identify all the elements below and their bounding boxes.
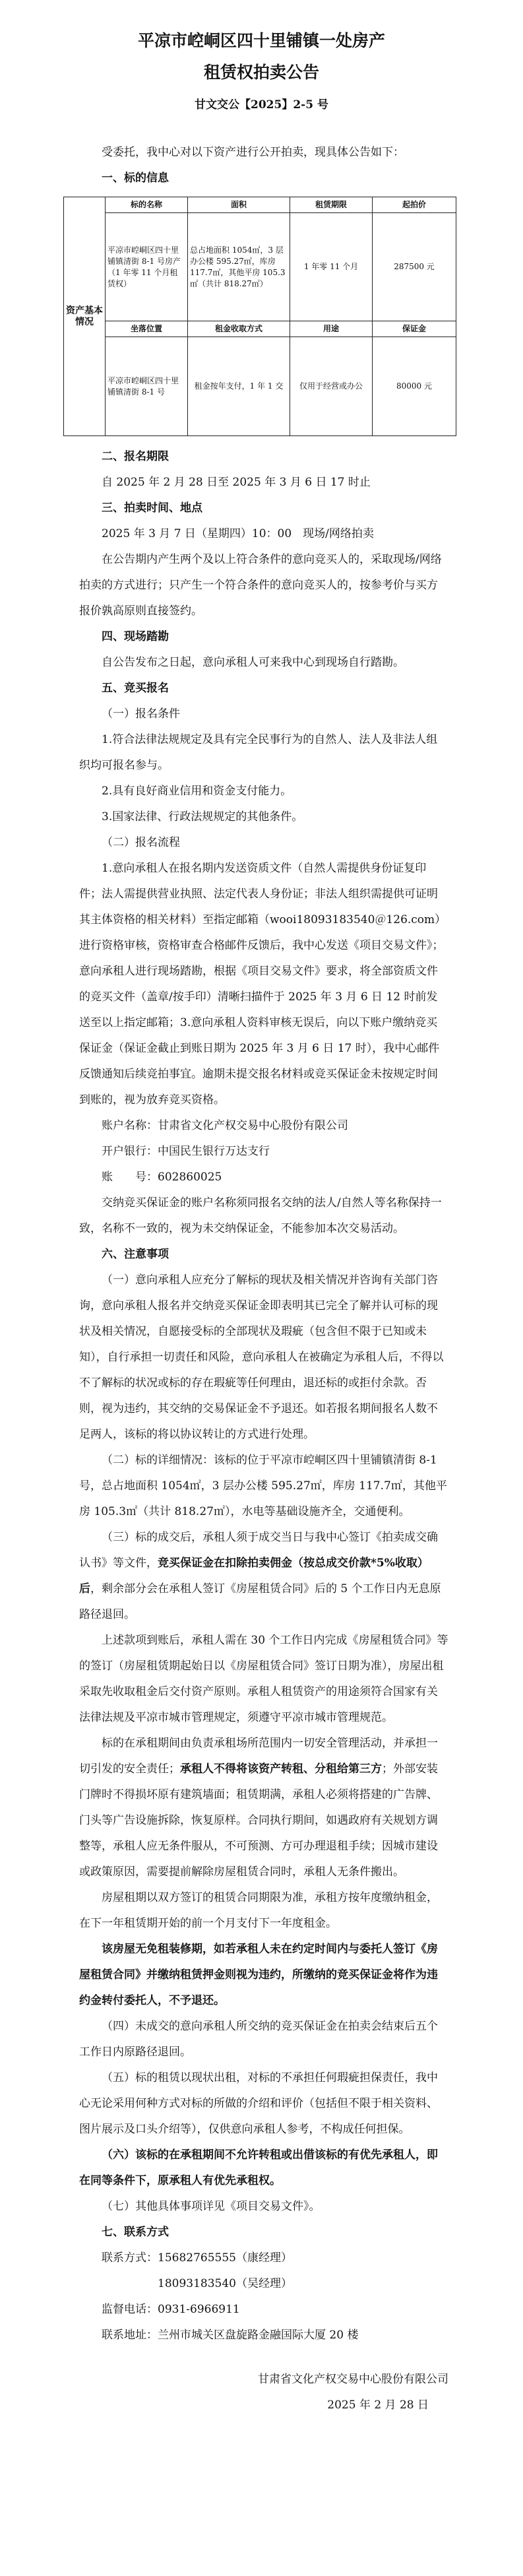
signature-date: 2025 年 2 月 28 日 <box>327 2399 429 2412</box>
title-line-2: 租赁权拍卖公告 <box>203 63 319 82</box>
notice-3-bold: 竞买保证金在扣除拍卖佣金（按总成交价款*5%收取）后 <box>79 1557 429 1595</box>
section-6-heading: 六、注意事项 <box>102 1248 169 1261</box>
notice-3-text: （三）标的成交后，承租人须于成交当日与我中心签订《拍卖成交确认书》等文件， <box>79 1531 438 1570</box>
asset-info-table <box>63 197 456 436</box>
account-name-line <box>79 1113 448 1139</box>
deposit-note: 交纳竞买保证金的账户名称须同报名交纳的法人/自然人等名称保持一致，名称不一致的，视为未交纳保证金，不能参加本次交易活动。 <box>79 1196 442 1235</box>
table-head-cell: 起拍价 <box>373 197 456 213</box>
notice-6: 房屋租期以双方签订的租赁合同期限为准，承租方按年度缴纳租金，在下一年租赁期开始的前一个月支付下一年度租金。 <box>79 1891 438 1930</box>
notice-9: （五）标的租赁以现状出租，对标的不承担任何瑕疵担保责任，我中心无论采用何种方式对标的所做的介绍和评价（包括但不限于相关资料、图片展示及口头介绍等），仅供意向承租人参考，不构成任何担保。 <box>79 2071 438 2136</box>
section-4-heading: 四、现场踏勘 <box>102 630 169 643</box>
condition-1: 1.符合法律法规规定及具有完全民事行为的自然人、法人及非法人组织均可报名参与。 <box>79 733 438 772</box>
table-head-cell: 租赁期限 <box>290 197 373 213</box>
table-cell: 平凉市崆峒区四十里铺镇清街 8-1 号房产（1 年零 11 个月租赁权） <box>106 213 188 321</box>
notice-10: （六）该标的在承租期间不允许转租或出借该标的有优先承租人，即在同等条件下，原承租人有优先承租权。 <box>79 2148 438 2187</box>
table-cell: 287500 元 <box>373 213 456 321</box>
address-line <box>79 2323 448 2348</box>
table-cell: 租金按年支付，1 年 1 交 <box>188 337 290 436</box>
notice-5-tail: ；外部安装门牌时不得损坏原有建筑墙面；租赁期满，承租人必须将搭建的广告牌、门头等广告设施拆除，恢复原样。合同执行期间，如遇政府有关规划方调整等，承租人应无条件服从，不可预测、方可办理退租手续；因城市建设或政策原因，需要提前解除房屋租赁合同时，承租人无条件搬出。 <box>79 1762 438 1879</box>
bank-name: 中国民生银行万达支行 <box>158 1145 270 1158</box>
contact-label: 联系方式： <box>102 2251 158 2265</box>
section-5-heading: 五、竞买报名 <box>102 682 169 695</box>
supervision-line <box>79 2297 448 2323</box>
condition-2: 2.具有良好商业信用和资金支付能力。 <box>102 785 292 798</box>
account-number: 602860025 <box>158 1171 222 1184</box>
notice-7: 该房屋无免租装修期，如若承租人未在约定时间内与委托人签订《房屋租赁合同》并缴纳租赁押金则视为违约，所缴纳的竞买保证金将作为违约金转付委托人，不予退还。 <box>79 1943 438 2007</box>
section-2-heading: 二、报名期限 <box>102 450 169 463</box>
table-head-cell: 保证金 <box>373 321 456 337</box>
supervision-phone: 0931-6966911 <box>158 2303 240 2316</box>
announcement-body <box>66 140 448 2418</box>
notice-5-bold: 承租人不得将该资产转租、分租给第三方 <box>180 1762 382 1776</box>
table-cell: 平凉市崆峒区四十里铺镇清街 8-1 号 <box>106 337 188 436</box>
notice-1: （一）意向承租人应充分了解标的现状及相关情况并咨询有关部门咨询，意向承租人报名并交纳竞买保证金即表明其已完全了解并认可标的现状及相关情况，自愿接受标的全部现状及瑕疵（包含但不限于已知或未知），自行承担一切责任和风险，意向承租人在被确定为承租人后，不得以不了解标的状况或标的存在瑕疵等任何理由，退还标的或拒付余款。否则，视为违约，其交纳的交易保证金不予退还。如若报名期间报名人数不足两人，该标的将以协议转让的方式进行处理。 <box>79 1273 444 1441</box>
notice-2: （二）标的详细情况：该标的位于平凉市崆峒区四十里铺镇清街 8-1 号，总占地面积 1054㎡，3 层办公楼 595.27㎡，库房 117.7㎡，其他平房 105.3㎡（共计 818.27㎡），水电等基础设施齐全，交通便利。 <box>79 1454 447 1518</box>
document-number: 甘文交公【2025】2-5 号 <box>195 98 328 112</box>
notice-3 <box>79 1525 448 1628</box>
notice-8: （四）未成交的意向承租人所交纳的竞买保证金在拍卖会结束后五个工作日内原路径退回。 <box>79 2020 438 2059</box>
condition-3: 3.国家法律、行政法规规定的其他条件。 <box>102 810 303 823</box>
account-number-line <box>79 1165 448 1190</box>
notice-3-tail: ，剩余部分会在承租人签订《房屋租赁合同》后的 5 个工作日内无息原路径退回。 <box>79 1582 441 1621</box>
intro-paragraph: 受委托，我中心对以下资产进行公开拍卖，现具体公告如下： <box>102 146 404 159</box>
contact-line <box>79 2245 448 2271</box>
table-head-cell: 坐落位置 <box>106 321 188 337</box>
address-label: 联系地址： <box>102 2329 158 2342</box>
address: 兰州市城关区盘旋路金融国际大厦 20 楼 <box>158 2329 359 2342</box>
notice-4: 上述款项到账后，承租人需在 30 个工作日内完成《房屋租赁合同》等的签订（房屋租赁期起始日以《房屋租赁合同》签订日期为准），房屋出租采取先收取租金后交付资产原则。承租人租赁资产的用途须符合国家有关法律法规及平凉市城市管理规定，须遵守平凉市城市管理规范。 <box>79 1634 448 1724</box>
notice-11: （七）其他具体事项详见《项目交易文件》。 <box>102 2200 321 2213</box>
table-cell: 80000 元 <box>373 337 456 436</box>
table-cell: 1 年零 11 个月 <box>290 213 373 321</box>
bank-label: 开户银行： <box>102 1145 158 1158</box>
bank-line <box>79 1139 448 1165</box>
section-3-heading: 三、拍卖时间、地点 <box>102 501 202 515</box>
site-visit-text: 自公告发布之日起，意向承租人可来我中心到现场自行踏勘。 <box>102 656 404 669</box>
registration-process: 1.意向承租人在报名期内发送资质文件（自然人需提供身份证复印件；法人需提供营业执照、法定代表人身份证；非法人组织需提供可证明其主体资格的相关材料）至指定邮箱（wooi18093183540＠126.com）进行资格审核，资格审查合格邮件反馈后，我中心发送《项目交易文件》；意向承租人进行现场踏勘，根据《项目交易文件》要求，将全部资质文件的竞买文件（盖章/按手印）清晰扫描件于 2025 年 3 月 6 日 12 时前发送至以上指定邮箱；3.意向承租人资料审核无误后，向以下账户缴纳竞买保证金（保证金截止到账日期为 2025 年 3 月 6 日 17 时），我中心邮件反馈通知后续竞拍事宜。逾期未提交报名材料或竞买保证金未按规定时间到账的，视为放弃竞买资格。 <box>79 862 446 1107</box>
table-row-header: 资产基本情况 <box>64 197 106 436</box>
title-line-1: 平凉市崆峒区四十里铺镇一处房产 <box>137 31 385 50</box>
contact-phone-2: 18093183540（吴经理） <box>158 2277 292 2290</box>
registration-period: 自 2025 年 2 月 28 日至 2025 年 3 月 6 日 17 时止 <box>102 476 371 489</box>
subheading-process: （二）报名流程 <box>102 836 180 849</box>
section-7-heading: 七、联系方式 <box>102 2226 169 2239</box>
table-cell: 仅用于经营或办公 <box>290 337 373 436</box>
auction-time: 2025 年 3 月 7 日（星期四）10：00 现场/网络拍卖 <box>102 527 374 540</box>
table-head-cell: 面积 <box>188 197 290 213</box>
table-head-cell: 标的名称 <box>106 197 188 213</box>
supervision-label: 监督电话： <box>102 2303 158 2316</box>
subheading-conditions: （一）报名条件 <box>102 707 180 721</box>
account-number-label: 账 号： <box>102 1171 158 1184</box>
table-head-cell: 用途 <box>290 321 373 337</box>
notice-5-text: 标的在承租期间由负责承租场所范围内一切安全管理活动，并承担一切引发的安全责任； <box>79 1737 438 1776</box>
table-cell: 总占地面积 1054㎡，3 层办公楼 595.27㎡，库房 117.7㎡，其他平房 105.3㎡（共计 818.27㎡） <box>188 213 290 321</box>
account-name-label: 账户名称： <box>102 1119 158 1132</box>
auction-method: 在公告期内产生两个及以上符合条件的意向竞买人的，采取现场/网络拍卖的方式进行；只产生一个符合条件的意向竞买人的，按参考价与买方报价孰高原则直接签约。 <box>79 553 442 618</box>
section-1-heading: 一、标的信息 <box>102 172 169 185</box>
account-name: 甘肃省文化产权交易中心股份有限公司 <box>158 1119 348 1132</box>
notice-5 <box>79 1731 448 1885</box>
contact-phone-1: 15682765555（康经理） <box>158 2251 292 2265</box>
signature-org: 甘肃省文化产权交易中心股份有限公司 <box>258 2373 448 2386</box>
table-head-cell: 租金收取方式 <box>188 321 290 337</box>
